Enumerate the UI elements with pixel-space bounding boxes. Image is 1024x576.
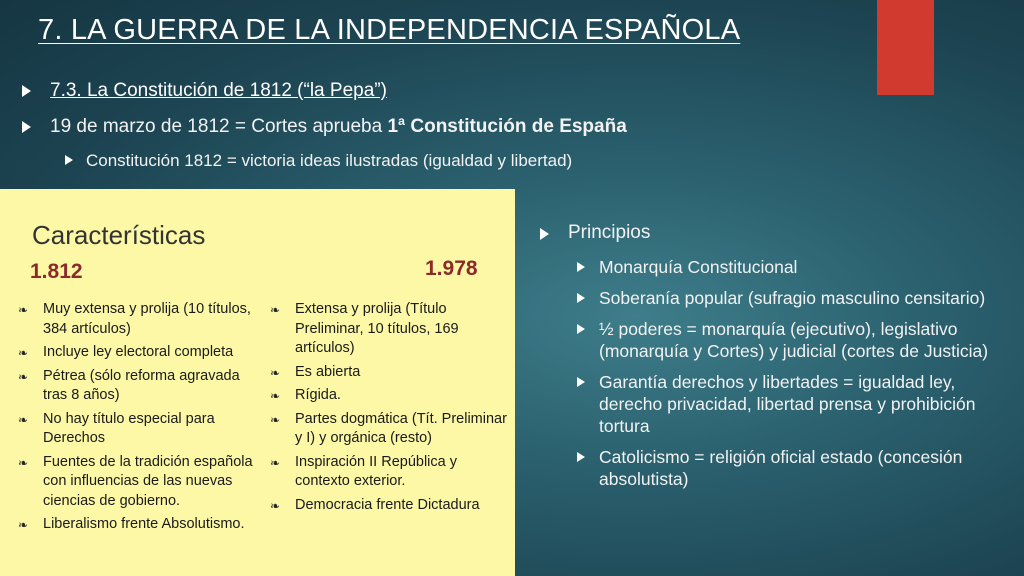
list-item	[577, 318, 1020, 362]
list-item-text: Extensa y prolija (Título Preliminar, 10 títulos, 169 artículos)	[295, 301, 459, 356]
list-1978	[268, 300, 508, 519]
list-item-text: Rígida.	[295, 387, 341, 403]
principios-heading-row	[540, 222, 1020, 244]
fleuron-icon: ❧	[18, 412, 29, 427]
fleuron-icon: ❧	[18, 455, 29, 470]
list-item-text: No hay título especial para Derechos	[43, 410, 215, 446]
triangle-bullet-icon	[577, 262, 585, 272]
triangle-bullet-icon	[22, 121, 31, 133]
list-item-text: Fuentes de la tradición española con influencias de las nuevas ciencias de gobierno.	[43, 453, 253, 509]
list-item-text: Garantía derechos y libertades = igualdad ley, derecho privacidad, libertad prensa y prohibición tortura	[599, 372, 976, 436]
triangle-bullet-icon	[22, 85, 31, 97]
constitucion-link[interactable]: 7.3. La Constitución de 1812 (“la Pepa”)	[50, 80, 387, 101]
list-item-text: ½ poderes = monarquía (ejecutivo), legislativo (monarquía y Cortes) y judicial (cortes de Justicia)	[599, 319, 989, 361]
triangle-bullet-icon	[577, 324, 585, 334]
triangle-bullet-icon	[577, 293, 585, 303]
bullet-cortes-text	[50, 116, 627, 138]
list-item-text: Monarquía Constitucional	[599, 257, 798, 277]
list-item-text: Catolicismo = religión oficial estado (concesión absolutista)	[599, 447, 963, 489]
bullet-cortes-prefix: 19 de marzo de 1812 = Cortes aprueba	[50, 116, 388, 137]
list-item-text: Incluye ley electoral completa	[43, 344, 234, 360]
year-1978: 1.978	[425, 257, 478, 280]
list-item-text: Soberanía popular (sufragio masculino censitario)	[599, 288, 986, 308]
list-item-text: Liberalismo frente Absolutismo.	[43, 516, 245, 532]
list-item	[268, 363, 508, 383]
list-item	[577, 371, 1020, 437]
bullet-victoria-text: Constitución 1812 = victoria ideas ilustradas (igualdad y libertad)	[86, 151, 573, 170]
fleuron-icon: ❧	[18, 346, 29, 360]
bullet-constitucion-link	[22, 80, 387, 102]
fleuron-icon: ❧	[270, 303, 281, 317]
accent-bar	[877, 0, 934, 95]
list-item	[16, 453, 256, 512]
list-item	[268, 453, 508, 492]
bullet-cortes	[22, 116, 627, 138]
slide-title: 7. LA GUERRA DE LA INDEPENDENCIA ESPAÑOLA	[38, 14, 741, 46]
principios-heading: Principios	[568, 222, 651, 243]
list-item-text: Pétrea (sólo reforma agravada tras 8 años)	[43, 367, 240, 403]
caracteristicas-title: Características	[32, 220, 206, 250]
fleuron-icon: ❧	[18, 369, 29, 384]
fleuron-icon: ❧	[270, 498, 281, 513]
list-item-text: Inspiración II República y contexto exterior.	[295, 453, 457, 489]
triangle-bullet-icon	[540, 228, 549, 240]
triangle-bullet-icon	[577, 377, 585, 387]
list-1812	[16, 300, 256, 539]
list-item-text: Democracia frente Dictadura	[295, 496, 480, 513]
fleuron-icon: ❧	[18, 518, 29, 532]
year-1812: 1.812	[30, 260, 83, 283]
list-item	[268, 410, 508, 449]
list-item-text: Partes dogmática (Tít. Preliminar y I) y orgánica (resto)	[295, 410, 507, 446]
list-item	[577, 287, 1020, 309]
fleuron-icon: ❧	[270, 365, 281, 380]
bullet-victoria	[65, 151, 572, 171]
list-item	[268, 496, 508, 516]
list-item	[16, 343, 256, 363]
triangle-bullet-icon	[65, 155, 73, 165]
list-item	[16, 410, 256, 449]
list-item-text: Es abierta	[295, 363, 361, 380]
bullet-cortes-bold: 1ª Constitución de España	[387, 116, 627, 137]
fleuron-icon: ❧	[270, 412, 281, 427]
fleuron-icon: ❧	[18, 303, 29, 317]
list-item	[577, 256, 1020, 278]
fleuron-icon: ❧	[270, 389, 281, 403]
list-item	[268, 300, 508, 359]
list-item	[16, 300, 256, 339]
principios-section	[540, 222, 1020, 499]
list-item-text: Muy extensa y prolija (10 títulos, 384 artículos)	[43, 301, 251, 337]
triangle-bullet-icon	[577, 452, 585, 462]
list-item	[268, 386, 508, 406]
list-item	[577, 446, 1020, 490]
principios-list	[540, 256, 1020, 490]
fleuron-icon: ❧	[270, 455, 281, 470]
list-item	[16, 515, 256, 535]
list-item	[16, 367, 256, 406]
